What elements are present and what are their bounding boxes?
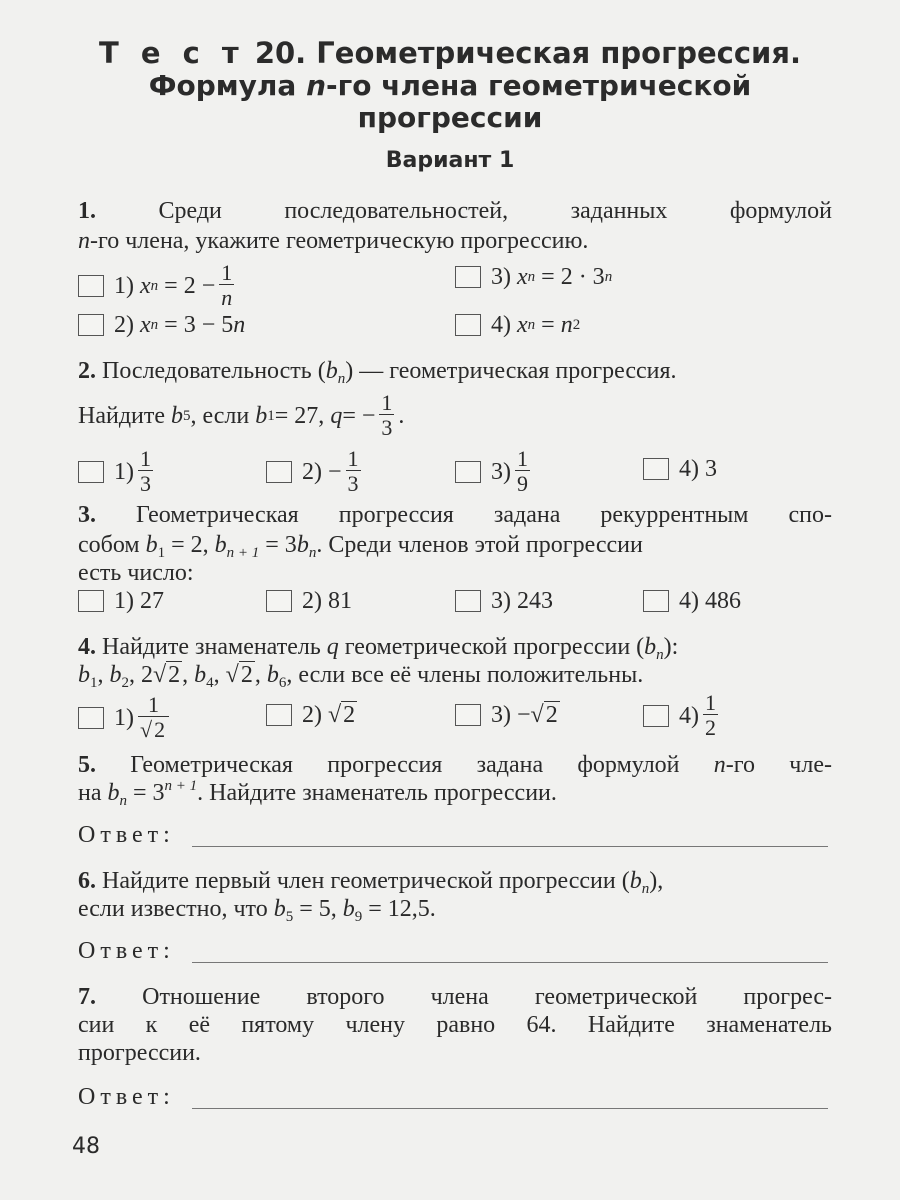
question-text: . Среди членов этой прогрессии [316,532,643,558]
question-text: ): [663,634,679,660]
var-b: b [109,662,122,688]
var-b: b [214,532,227,558]
question-text: = 2, [165,532,215,558]
q1-option-4[interactable]: 4) x n = n 2 [455,310,580,340]
subscript: n [308,545,317,561]
question-text: Отношение второго члена геометрической прогрес- [142,984,833,1010]
radicand: 2 [545,702,558,728]
answer-checkbox[interactable] [78,707,104,729]
option-label: 3) [491,458,511,485]
question-text: = 3 [127,780,165,806]
question-text: Найдите [78,402,166,429]
var-b: b [266,662,279,688]
q4-text-line-2 [78,660,832,690]
denominator: 3 [381,415,393,440]
var-x: x [517,264,528,290]
question-text: если известно, что [78,896,274,922]
radical-sign: √ [328,702,342,728]
answer-checkbox[interactable] [78,461,104,483]
question-text: = 12,5. [362,896,436,922]
var-x: x [517,312,528,338]
denominator: 9 [517,471,528,496]
var-b: b [78,662,90,688]
var-x: x [140,272,151,299]
q7-text-line-2: сии к её пятому члену равно 64. Найдите знаменатель [78,1012,832,1038]
subscript: n + 1 [226,545,260,561]
q1-text-line-1 [78,196,832,226]
denominator: n [221,285,233,310]
expression: = 3 − 5 [164,312,234,338]
answer-label: Ответ: [78,822,175,848]
title-text: 20. Геометрическая прогрессия. [244,36,802,70]
title-text: -го члена геометрической [326,69,752,102]
radicand: 2 [154,717,166,742]
answer-checkbox[interactable] [643,705,669,727]
radicand: 2 [168,662,181,688]
option-label: 1) [114,458,134,485]
subscript: 9 [354,909,363,925]
sqrt-expression [328,700,357,730]
subscript: n [641,881,650,897]
fraction [703,692,718,739]
answer-checkbox[interactable] [455,590,481,612]
radical-sign: √ [153,662,167,688]
question-text: Геометрическая прогрессия задана рекуррентным спо- [136,502,833,528]
q7-answer-line[interactable] [192,1108,828,1109]
answer-checkbox[interactable] [78,590,104,612]
q2-text-line-2: Найдите b 5 , если b 1 = 27, q = − $\frac{1}{3}$ . [78,390,405,440]
option-label: 4) 3 [679,456,717,482]
q7-text-line-1 [78,982,832,1012]
superscript: n [604,269,613,285]
question-number: 7. [78,984,96,1010]
var-b: b [194,662,207,688]
fraction [515,448,530,495]
var-q: q [326,634,339,660]
radicand: 2 [343,702,356,728]
variant-heading: Вариант 1 [385,148,515,173]
subscript: n [527,317,536,333]
q3-text-line-1 [78,500,832,530]
q6-text-line-2 [78,894,832,924]
subscript: 4 [206,675,214,691]
radical-sign: √ [140,717,153,742]
subscript: 1 [157,545,166,561]
fraction [379,392,394,439]
question-number: 2. [78,358,96,384]
fraction [138,694,169,741]
separator: , [129,662,141,688]
answer-checkbox[interactable] [455,461,481,483]
option-label: 4) [491,312,511,338]
q3-option-1[interactable] [78,586,164,616]
question-text: , если [190,402,250,429]
option-label: 1) [114,272,134,299]
option-label: 1) [114,704,134,731]
var-n: n [713,752,726,778]
q2-option-1[interactable] [78,448,157,495]
q1-option-3[interactable] [455,262,612,292]
fraction [346,448,361,495]
var-n: n [233,312,246,338]
title-italic-n: n [306,69,327,102]
subscript: n [150,317,159,333]
page-number: 48 [72,1134,100,1159]
var-n: n [560,312,573,338]
separator: , [213,662,226,688]
denominator: 2 [705,715,716,740]
option-label: 4) [679,702,699,729]
question-number: 1. [78,198,96,224]
question-text: -го чле- [725,752,832,778]
q3-option-3[interactable] [455,586,553,616]
question-text: = 3 [259,532,297,558]
question-text: на [78,780,108,806]
test-word: Т е с т [98,36,245,70]
question-text: Последовательность ( [102,358,326,384]
question-text: геометрической прогрессии ( [338,634,645,660]
numerator: 1 [705,690,716,715]
numerator: 1 [517,446,528,471]
question-text: Среди последовательностей, заданных формулой [158,198,833,224]
var-b: b [145,532,158,558]
var-b: b [171,402,184,429]
numerator: 1 [347,446,359,471]
answer-checkbox[interactable] [455,266,481,288]
numerator: 1 [381,390,393,415]
q4-option-2[interactable] [266,700,357,730]
separator: , [97,662,110,688]
answer-label: Ответ: [78,1084,175,1110]
subscript: n [337,371,346,387]
radicand: 2 [240,662,253,688]
subscript: 5 [285,909,294,925]
title-text: Формула [148,69,307,102]
q5-text-line-2 [78,778,832,808]
sqrt-expression [140,719,167,741]
answer-checkbox[interactable] [455,704,481,726]
superscript: n + 1 [164,778,198,794]
q6-answer-line[interactable] [192,962,828,963]
fraction [138,448,153,495]
var-b: b [107,780,120,806]
question-number: 6. [78,868,96,894]
q4-option-1[interactable] [78,694,173,741]
answer-checkbox[interactable] [266,704,292,726]
radical-sign: √ [530,702,544,728]
question-text: -го члена, укажите геометрическую прогрессию. [90,228,589,254]
subscript: 1 [90,675,98,691]
option-label: 3) 243 [491,588,553,614]
question-text: = 27, [274,402,325,429]
q2-option-4[interactable] [643,454,717,484]
answer-checkbox[interactable] [266,590,292,612]
question-text: Найдите знаменатель [102,634,327,660]
numerator: 1 [148,692,160,717]
q1-option-1[interactable] [78,262,238,309]
question-number: 3. [78,502,96,528]
q4-option-3[interactable] [455,700,560,730]
coefficient: 2 [141,662,153,688]
q7-text-line-3: прогрессии. [78,1040,201,1066]
page-title-line-1 [60,36,840,70]
subscript: 6 [278,675,287,691]
q5-answer-line[interactable] [192,846,828,847]
q3-option-2[interactable] [266,586,352,616]
question-text: ) — геометрическая прогрессия. [345,358,677,384]
question-text: , если все её члены положительны. [286,662,644,688]
question-text: собом [78,532,146,558]
punctuation: . [398,402,405,429]
page-title-line-3: прогрессии [357,101,543,134]
var-b: b [296,532,309,558]
var-b: b [644,634,657,660]
question-number: 5. [78,752,96,778]
q4-option-4[interactable] [643,692,722,739]
answer-checkbox[interactable] [643,458,669,480]
sqrt-expression [153,660,182,690]
answer-checkbox[interactable] [78,275,104,297]
answer-checkbox[interactable] [266,461,292,483]
option-label: 2) [114,312,134,338]
question-text: ), [649,868,664,894]
subscript: 2 [121,675,129,691]
var-b: b [325,358,338,384]
option-label: 3) [491,264,511,290]
q1-option-2[interactable] [78,310,245,340]
separator: , [254,662,267,688]
var-b: b [342,896,355,922]
denominator: 3 [347,471,359,496]
question-text: Геометрическая прогрессия задана формулой [130,752,714,778]
q3-text-line-3: есть число: [78,560,194,586]
option-label: 2) [302,702,322,728]
var-q: q [330,402,343,429]
question-text: = 5, [293,896,343,922]
q2-option-2[interactable] [266,448,365,495]
sqrt-expression [226,660,255,690]
var-b: b [273,896,286,922]
subscript: n [119,793,127,809]
question-number: 4. [78,634,96,660]
var-b: b [255,402,268,429]
expression: = 2 · 3 [541,264,605,290]
subscript: n [150,277,159,294]
page-title-line-2 [60,69,840,102]
q1-text-line-2 [78,226,832,256]
q2-text-line-1 [78,356,832,386]
numerator: 1 [221,260,233,285]
question-text: = − [342,402,376,429]
q3-option-4[interactable] [643,586,741,616]
answer-label: Ответ: [78,938,175,964]
radical-sign: √ [225,662,239,688]
option-label: 4) 486 [679,588,741,614]
q2-option-3[interactable] [455,448,534,495]
fraction [219,262,234,309]
sqrt-expression [531,700,560,730]
q4-text-line-1 [78,632,832,662]
separator: , [182,662,195,688]
denominator: 3 [140,471,151,496]
option-label: 2) 81 [302,588,352,614]
question-text: Найдите первый член геометрической прогрессии ( [102,868,630,894]
var-x: x [140,312,151,338]
var-b: b [629,868,642,894]
expression: = [541,312,555,338]
question-text: . Найдите знаменатель прогрессии. [197,780,557,806]
subscript: n [656,647,664,663]
q6-text-line-1 [78,866,832,896]
italic-n: n [78,228,90,254]
numerator: 1 [140,446,151,471]
answer-checkbox[interactable] [643,590,669,612]
option-label: 3) − [491,702,531,728]
q5-text-line-1 [78,750,832,780]
q3-text-line-2 [78,530,832,560]
answer-checkbox[interactable] [78,314,104,336]
option-label: 1) 27 [114,588,164,614]
option-label: 2) − [302,458,342,485]
expression: = 2 − [164,272,216,299]
answer-checkbox[interactable] [455,314,481,336]
subscript: n [527,269,536,285]
